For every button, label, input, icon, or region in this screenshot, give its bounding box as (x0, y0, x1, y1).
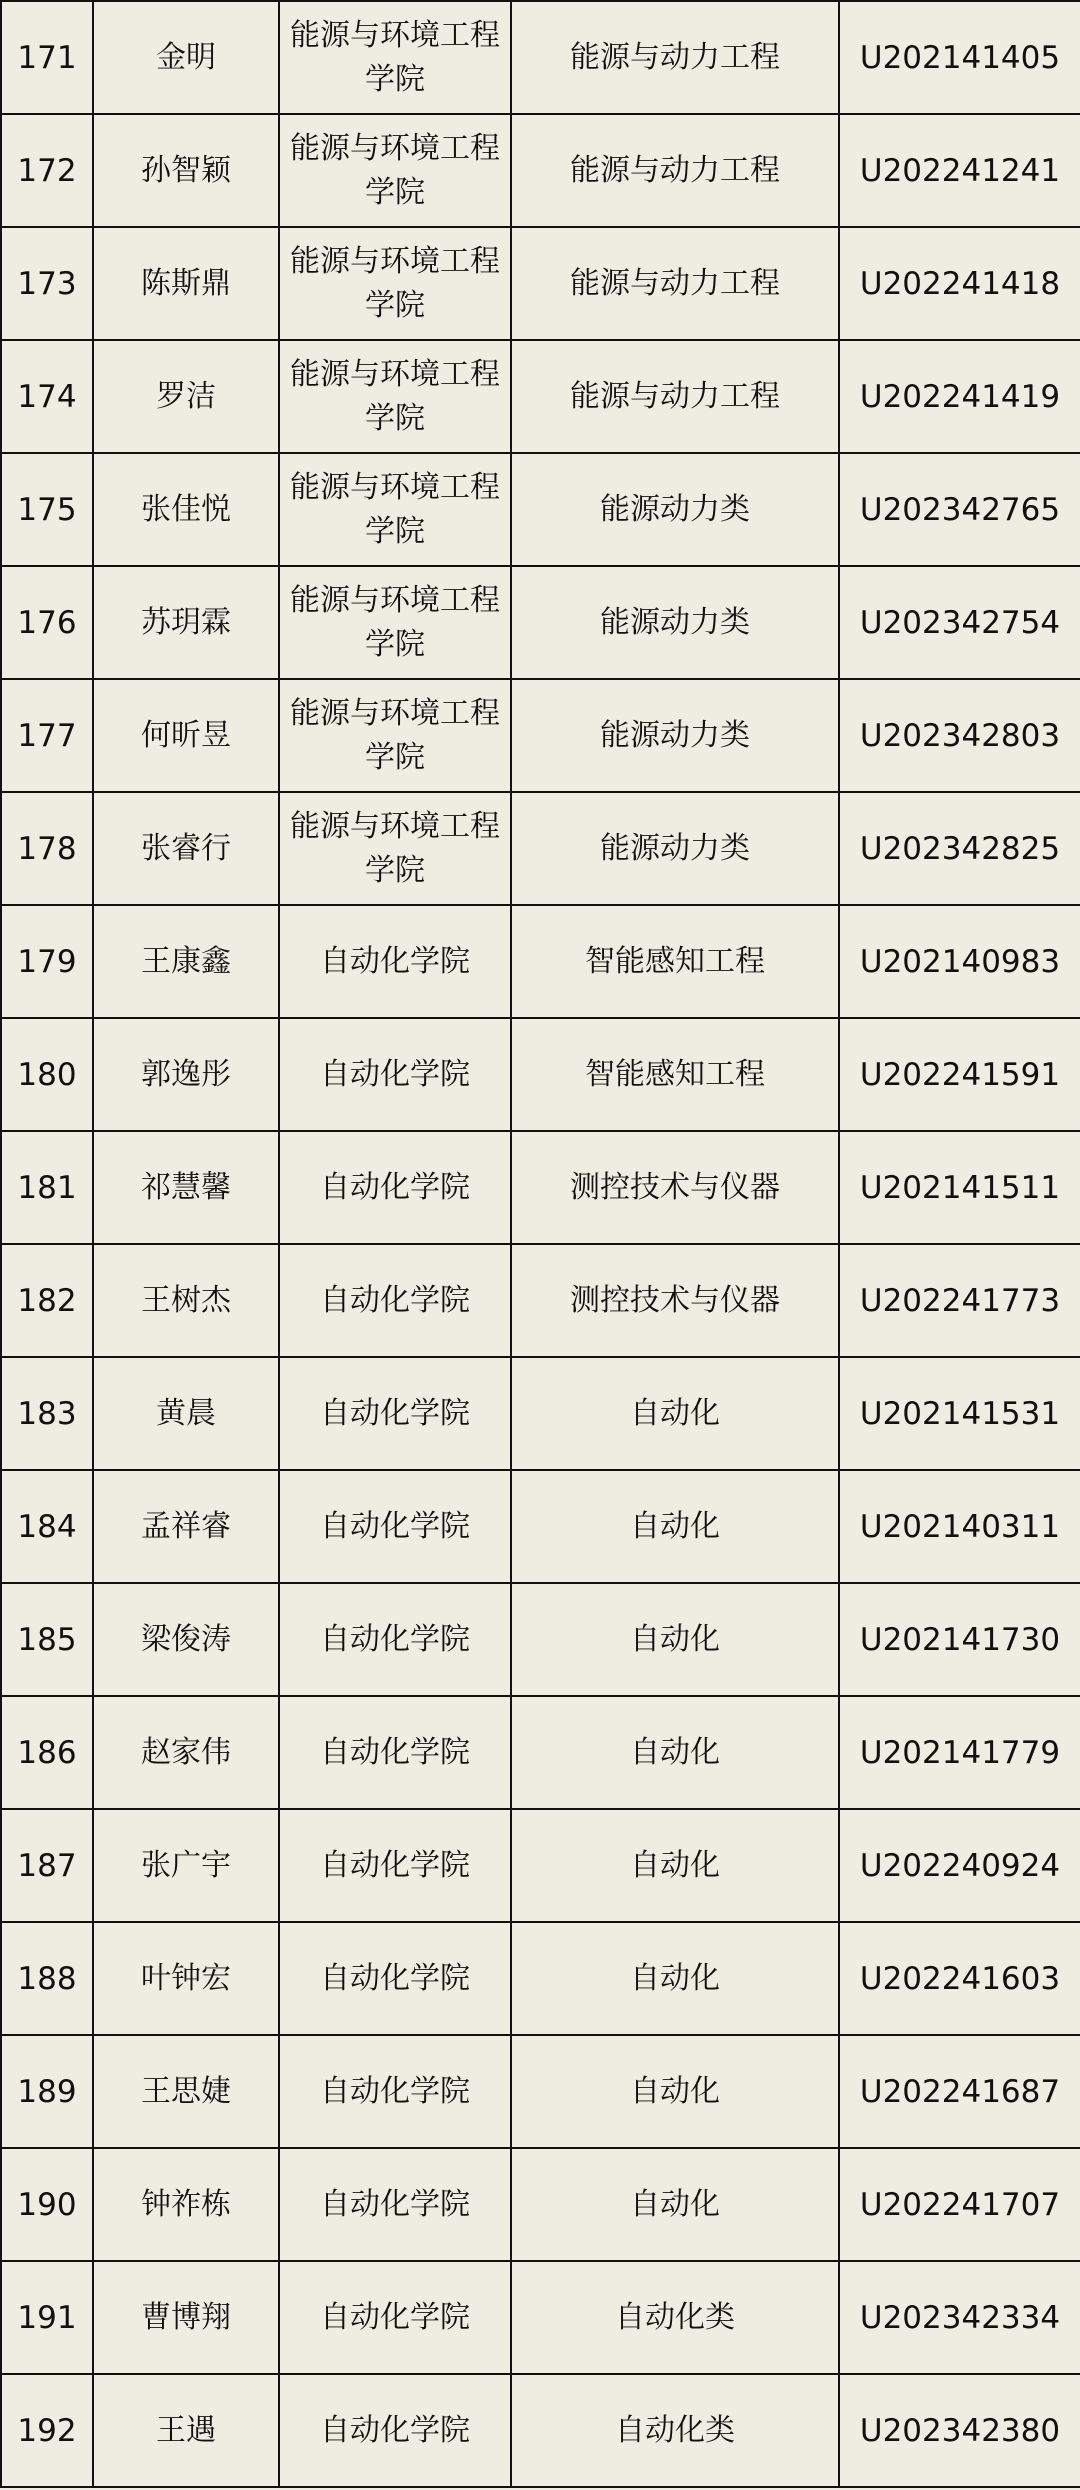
major-cell: 能源动力类 (511, 792, 839, 905)
student-id-cell: U202241773 (839, 1244, 1080, 1357)
student-id-cell: U202140311 (839, 1470, 1080, 1583)
row-number-cell: 184 (1, 1470, 93, 1583)
college-cell: 自动化学院 (279, 1583, 511, 1696)
student-id-cell: U202141405 (839, 1, 1080, 114)
student-id-cell: U202342334 (839, 2261, 1080, 2374)
student-name-cell: 王思婕 (93, 2035, 279, 2148)
student-id-cell: U202241687 (839, 2035, 1080, 2148)
table-row (1, 2035, 1080, 2148)
college-cell: 能源与环境工程学院 (279, 792, 511, 905)
table-row (1, 453, 1080, 566)
major-cell: 能源动力类 (511, 453, 839, 566)
college-cell: 自动化学院 (279, 2035, 511, 2148)
student-name-cell: 祁慧馨 (93, 1131, 279, 1244)
student-name-cell: 郭逸彤 (93, 1018, 279, 1131)
student-id-cell: U202342765 (839, 453, 1080, 566)
row-number-cell: 186 (1, 1696, 93, 1809)
major-cell: 能源与动力工程 (511, 114, 839, 227)
major-cell: 能源动力类 (511, 679, 839, 792)
row-number-cell: 172 (1, 114, 93, 227)
student-name-cell: 孟祥睿 (93, 1470, 279, 1583)
college-cell: 能源与环境工程学院 (279, 227, 511, 340)
student-id-cell: U202342825 (839, 792, 1080, 905)
row-number-cell: 183 (1, 1357, 93, 1470)
student-id-cell: U202241707 (839, 2148, 1080, 2261)
student-id-cell: U202241419 (839, 340, 1080, 453)
table-row (1, 566, 1080, 679)
student-id-cell: U202342754 (839, 566, 1080, 679)
college-cell: 自动化学院 (279, 1922, 511, 2035)
student-id-cell: U202241418 (839, 227, 1080, 340)
row-number-cell: 190 (1, 2148, 93, 2261)
table-row (1, 2261, 1080, 2374)
major-cell: 自动化 (511, 1470, 839, 1583)
table-row (1, 1131, 1080, 1244)
student-id-cell: U202141531 (839, 1357, 1080, 1470)
row-number-cell: 173 (1, 227, 93, 340)
student-name-cell: 何昕昱 (93, 679, 279, 792)
student-name-cell: 陈斯鼎 (93, 227, 279, 340)
student-id-cell: U202141779 (839, 1696, 1080, 1809)
table-row (1, 905, 1080, 1018)
college-cell: 能源与环境工程学院 (279, 340, 511, 453)
college-cell: 自动化学院 (279, 2261, 511, 2374)
major-cell: 智能感知工程 (511, 905, 839, 1018)
student-id-cell: U202342380 (839, 2374, 1080, 2487)
college-cell: 自动化学院 (279, 1809, 511, 1922)
major-cell: 智能感知工程 (511, 1018, 839, 1131)
college-cell: 自动化学院 (279, 1696, 511, 1809)
college-cell: 自动化学院 (279, 2374, 511, 2487)
row-number-cell: 188 (1, 1922, 93, 2035)
student-id-cell: U202141511 (839, 1131, 1080, 1244)
table-row (1, 227, 1080, 340)
student-name-cell: 张广宇 (93, 1809, 279, 1922)
student-id-cell: U202141730 (839, 1583, 1080, 1696)
row-number-cell: 177 (1, 679, 93, 792)
major-cell: 自动化 (511, 2035, 839, 2148)
student-name-cell: 王树杰 (93, 1244, 279, 1357)
major-cell: 能源与动力工程 (511, 340, 839, 453)
student-name-cell: 钟祚栋 (93, 2148, 279, 2261)
major-cell: 自动化 (511, 1809, 839, 1922)
student-name-cell: 梁俊涛 (93, 1583, 279, 1696)
student-id-cell: U202240924 (839, 1809, 1080, 1922)
table-row (1, 1244, 1080, 1357)
college-cell: 自动化学院 (279, 1470, 511, 1583)
student-id-cell: U202342803 (839, 679, 1080, 792)
row-number-cell: 174 (1, 340, 93, 453)
student-name-cell: 罗洁 (93, 340, 279, 453)
row-number-cell: 171 (1, 1, 93, 114)
student-name-cell: 曹博翔 (93, 2261, 279, 2374)
student-id-cell: U202241591 (839, 1018, 1080, 1131)
major-cell: 自动化 (511, 1696, 839, 1809)
row-number-cell: 192 (1, 2374, 93, 2487)
row-number-cell: 189 (1, 2035, 93, 2148)
student-name-cell: 黄晨 (93, 1357, 279, 1470)
table-row (1, 340, 1080, 453)
major-cell: 能源动力类 (511, 566, 839, 679)
college-cell: 能源与环境工程学院 (279, 679, 511, 792)
major-cell: 测控技术与仪器 (511, 1244, 839, 1357)
row-number-cell: 191 (1, 2261, 93, 2374)
row-number-cell: 175 (1, 453, 93, 566)
major-cell: 自动化 (511, 1357, 839, 1470)
major-cell: 自动化 (511, 1583, 839, 1696)
table-row (1, 679, 1080, 792)
row-number-cell: 181 (1, 1131, 93, 1244)
student-name-cell: 叶钟宏 (93, 1922, 279, 2035)
table-row (1, 1583, 1080, 1696)
college-cell: 能源与环境工程学院 (279, 453, 511, 566)
major-cell: 自动化类 (511, 2374, 839, 2487)
student-name-cell: 孙智颖 (93, 114, 279, 227)
college-cell: 自动化学院 (279, 1244, 511, 1357)
major-cell: 自动化 (511, 1922, 839, 2035)
student-id-cell: U202241241 (839, 114, 1080, 227)
table-row (1, 1018, 1080, 1131)
college-cell: 能源与环境工程学院 (279, 1, 511, 114)
college-cell: 自动化学院 (279, 1018, 511, 1131)
college-cell: 能源与环境工程学院 (279, 566, 511, 679)
row-number-cell: 176 (1, 566, 93, 679)
row-number-cell: 178 (1, 792, 93, 905)
row-number-cell: 179 (1, 905, 93, 1018)
student-name-cell: 张佳悦 (93, 453, 279, 566)
student-id-cell: U202241603 (839, 1922, 1080, 2035)
row-number-cell: 180 (1, 1018, 93, 1131)
row-number-cell: 185 (1, 1583, 93, 1696)
student-id-cell: U202140983 (839, 905, 1080, 1018)
student-name-cell: 苏玥霖 (93, 566, 279, 679)
student-name-cell: 赵家伟 (93, 1696, 279, 1809)
table-row (1, 114, 1080, 227)
table-row (1, 2148, 1080, 2261)
row-number-cell: 187 (1, 1809, 93, 1922)
major-cell: 能源与动力工程 (511, 227, 839, 340)
table-row (1, 2374, 1080, 2487)
student-name-cell: 王遇 (93, 2374, 279, 2487)
college-cell: 自动化学院 (279, 905, 511, 1018)
row-number-cell: 182 (1, 1244, 93, 1357)
major-cell: 测控技术与仪器 (511, 1131, 839, 1244)
student-name-cell: 金明 (93, 1, 279, 114)
college-cell: 能源与环境工程学院 (279, 114, 511, 227)
table-row (1, 1357, 1080, 1470)
table-row (1, 1470, 1080, 1583)
student-list-body (1, 1, 1080, 2487)
student-name-cell: 张睿行 (93, 792, 279, 905)
table-row (1, 792, 1080, 905)
major-cell: 自动化类 (511, 2261, 839, 2374)
major-cell: 自动化 (511, 2148, 839, 2261)
college-cell: 自动化学院 (279, 2148, 511, 2261)
table-row (1, 1, 1080, 114)
college-cell: 自动化学院 (279, 1131, 511, 1244)
major-cell: 能源与动力工程 (511, 1, 839, 114)
student-name-cell: 王康鑫 (93, 905, 279, 1018)
table-row (1, 1809, 1080, 1922)
college-cell: 自动化学院 (279, 1357, 511, 1470)
table-row (1, 1696, 1080, 1809)
table-row (1, 1922, 1080, 2035)
